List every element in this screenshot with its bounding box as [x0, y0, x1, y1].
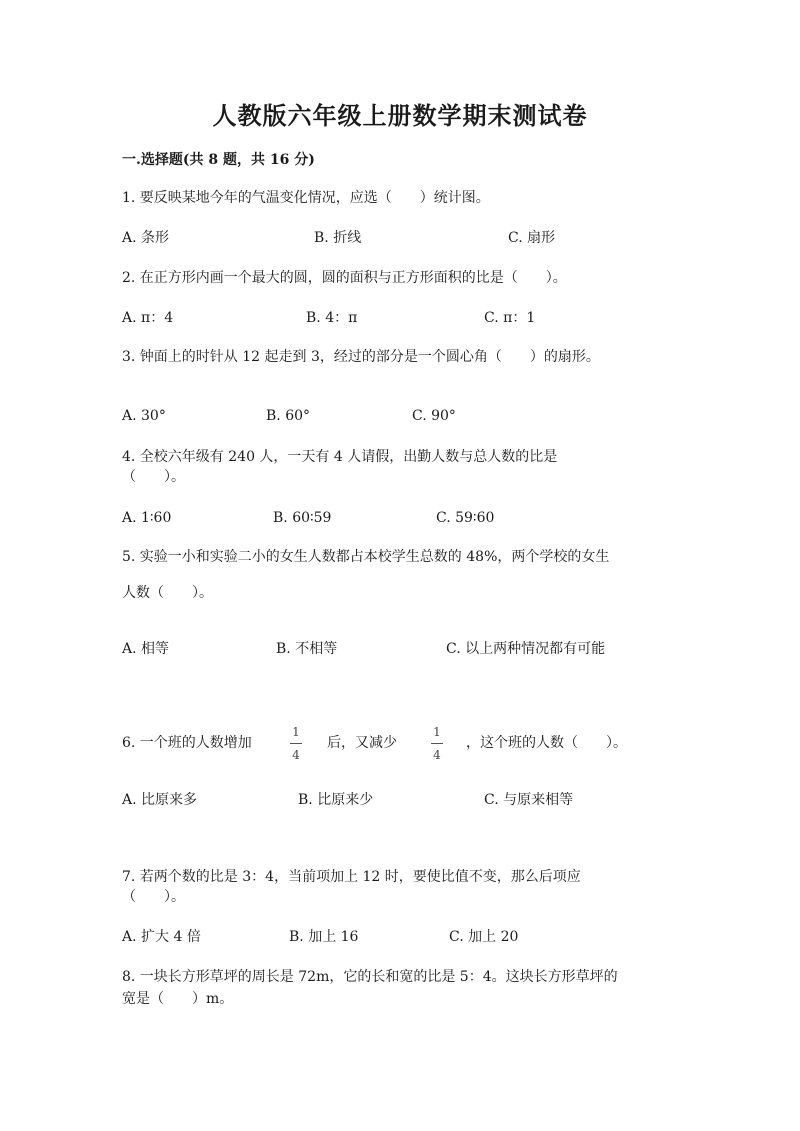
q6-option-a: A. 比原来多 [122, 792, 198, 808]
q4-option-a: A. 1∶60 [122, 510, 172, 526]
q6-option-c: C. 与原来相等 [484, 792, 574, 808]
question-6-part-2: 后，又减少 [327, 735, 397, 751]
fraction-bar [431, 743, 443, 744]
question-2: 2. 在正方形内画一个最大的圆，圆的面积与正方形面积的比是（ ）。 [122, 270, 567, 286]
question-5-line-2: 人数（ ）。 [122, 585, 213, 601]
question-4-line-2: （ ）。 [122, 469, 185, 485]
question-6-part-3: ，这个班的人数（ ）。 [466, 735, 627, 751]
q3-option-b: B. 60° [266, 408, 311, 424]
fraction-one-quarter [429, 724, 445, 763]
fraction-one-quarter [288, 724, 304, 763]
question-5-line-1: 5. 实验一小和实验二小的女生人数都占本校学生总数的 48%，两个学校的女生 [122, 549, 610, 565]
question-3: 3. 钟面上的时针从 12 起走到 3，经过的部分是一个圆心角（ ）的扇形。 [122, 349, 600, 365]
question-8-line-1: 8. 一块长方形草坪的周长是 72m，它的长和宽的比是 5：4。这块长方形草坪的 [122, 969, 618, 985]
q5-option-c: C. 以上两种情况都有可能 [446, 641, 606, 657]
q6-option-b: B. 比原来少 [298, 792, 374, 808]
q4-option-b: B. 60∶59 [273, 510, 332, 526]
question-1: 1. 要反映某地今年的气温变化情况，应选（ ）统计图。 [122, 190, 490, 206]
page-title: 人教版六年级上册数学期末测试卷 [212, 101, 588, 130]
q4-option-c: C. 59∶60 [436, 510, 495, 526]
q1-option-c: C. 扇形 [508, 230, 556, 246]
q5-option-b: B. 不相等 [276, 641, 338, 657]
q3-option-a: A. 30° [122, 408, 166, 424]
question-7-line-1: 7. 若两个数的比是 3：4，当前项加上 12 时，要使比值不变，那么后项应 [122, 869, 581, 885]
section-heading: 一.选择题(共 8 题，共 16 分) [122, 152, 315, 168]
q2-option-c: C. π：1 [484, 310, 536, 326]
q7-option-a: A. 扩大 4 倍 [122, 929, 201, 945]
q7-option-c: C. 加上 20 [449, 929, 519, 945]
q5-option-a: A. 相等 [122, 641, 170, 657]
fraction-numerator: 1 [292, 725, 300, 739]
q2-option-a: A. π：4 [122, 310, 174, 326]
q2-option-b: B. 4：π [306, 310, 358, 326]
fraction-denominator: 4 [292, 748, 300, 762]
q3-option-c: C. 90° [412, 408, 456, 424]
question-7-line-2: （ ）。 [122, 889, 185, 905]
question-4-line-1: 4. 全校六年级有 240 人，一天有 4 人请假，出勤人数与总人数的比是 [122, 449, 558, 465]
fraction-bar [290, 743, 302, 744]
q7-option-b: B. 加上 16 [289, 929, 359, 945]
question-8-line-2: 宽是（ ）m。 [122, 991, 234, 1007]
q1-option-b: B. 折线 [314, 230, 362, 246]
question-6-part-1: 6. 一个班的人数增加 [122, 735, 252, 751]
fraction-numerator: 1 [433, 725, 441, 739]
q1-option-a: A. 条形 [122, 230, 170, 246]
fraction-denominator: 4 [433, 748, 441, 762]
